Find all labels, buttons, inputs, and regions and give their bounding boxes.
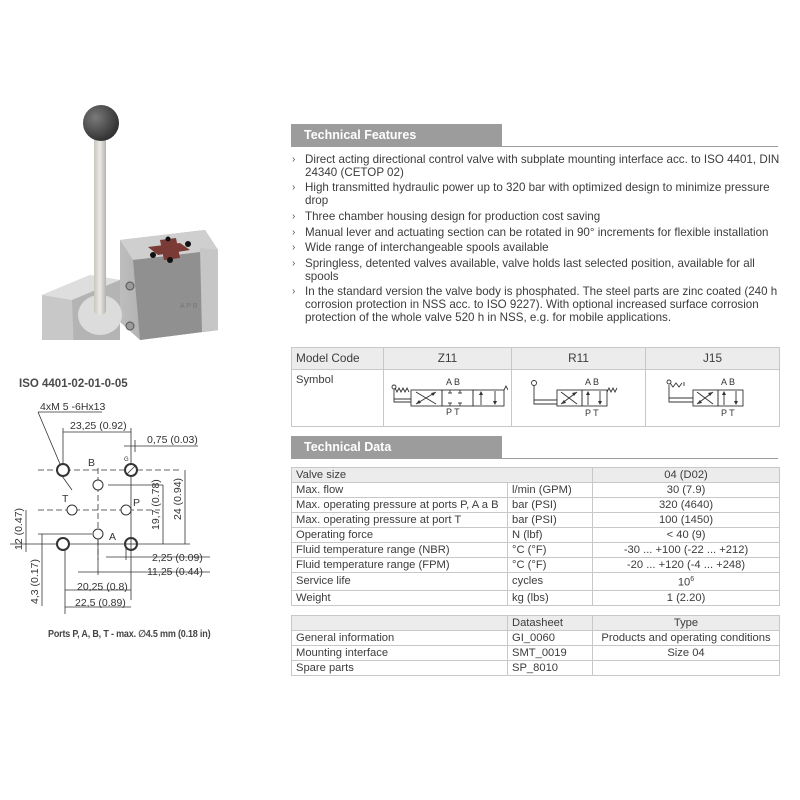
model-r11: R11 bbox=[512, 348, 646, 370]
features-list bbox=[291, 154, 781, 327]
table-header-row: Datasheet Type bbox=[292, 616, 780, 631]
chevron-right-icon: › bbox=[292, 226, 296, 238]
table-row: Fluid temperature range (FPM) °C (°F) -20 ... +120 (-4 ... +248) bbox=[292, 558, 780, 573]
dim-19-7: 19,7 (0.78) bbox=[150, 479, 162, 530]
feature-item: › Springless, detented valves available, valve holds last selected position, available for all spools bbox=[292, 257, 755, 283]
feature-item: › In the standard version the valve body is phosphated. The steel parts are zinc coated (240 h corrosion protection in NSS acc. to ISO 9227). With optional increased surface corrosion protection of the whole valve 520 h in NSS, e.g. for mobile applications. bbox=[292, 285, 778, 324]
port-a-label: A bbox=[109, 531, 117, 543]
dim-23-25: 23,25 (0.92) bbox=[70, 420, 127, 432]
technical-data-header bbox=[291, 436, 778, 459]
table-row: General information GI_0060 Products and operating conditions bbox=[292, 631, 780, 646]
chevron-right-icon: › bbox=[292, 286, 296, 298]
hydraulic-symbol-j15-icon bbox=[653, 370, 773, 420]
port-p-label: P bbox=[133, 497, 141, 509]
section-title: Technical Data bbox=[291, 436, 502, 458]
feature-item: › Direct acting directional control valve with subplate mounting interface acc. to ISO 4401, DIN 24340 (CETOP 02) bbox=[292, 153, 780, 179]
svg-text:A B: A B bbox=[720, 377, 735, 387]
svg-text:P T: P T bbox=[446, 407, 460, 417]
feature-item: › Manual lever and actuating section can be rotated in 90° increments for flexible installation bbox=[292, 225, 769, 239]
table-row: Max. flow l/min (GPM) 30 (7.9) bbox=[292, 483, 780, 498]
datasheet-table bbox=[291, 615, 780, 676]
port-b-label: B bbox=[88, 457, 96, 469]
model-code-label: Model Code bbox=[292, 348, 384, 370]
chevron-right-icon: › bbox=[292, 210, 296, 222]
table-row: Service life cycles $10^6$ bbox=[292, 573, 780, 591]
svg-text:A B: A B bbox=[584, 377, 599, 387]
dim-0-75: 0,75 (0.03) bbox=[147, 434, 198, 446]
svg-text:P T: P T bbox=[584, 408, 599, 418]
dim-24: 24 (0.94) bbox=[172, 477, 184, 520]
model-j15: J15 bbox=[646, 348, 780, 370]
product-image bbox=[30, 90, 250, 340]
ports-note: Ports P, A, B, T - max. ∅4.5 mm (0.18 in) bbox=[48, 629, 211, 640]
mounting-interface-drawing bbox=[0, 395, 270, 625]
feature-item: › High transmitted hydraulic power up to 320 bar with optimized design to minimize pressure drop bbox=[292, 181, 770, 207]
chevron-right-icon: › bbox=[292, 182, 296, 194]
model-code-table bbox=[291, 347, 780, 427]
table-row: Operating force N (lbf) < 40 (9) bbox=[292, 528, 780, 543]
technical-features-header bbox=[291, 124, 778, 147]
symbol-label: Symbol bbox=[292, 370, 384, 427]
dim-11-25: 11,25 (0.44) bbox=[147, 566, 203, 578]
chevron-right-icon: › bbox=[292, 258, 296, 270]
hydraulic-symbol-r11-icon bbox=[519, 370, 639, 420]
dim-22-5: 22,5 (0.89) bbox=[75, 597, 126, 609]
feature-item: › Wide range of interchangeable spools available bbox=[292, 241, 549, 255]
chevron-right-icon: › bbox=[292, 242, 296, 254]
technical-data-table bbox=[291, 467, 780, 606]
table-row: Max. operating pressure at ports P, A a B bar (PSI) 320 (4640) bbox=[292, 498, 780, 513]
chevron-right-icon: › bbox=[292, 154, 296, 165]
svg-text:A B: A B bbox=[446, 377, 461, 387]
symbol-z11 bbox=[384, 370, 512, 427]
table-row: Weight kg (lbs) 1 (2.20) bbox=[292, 590, 780, 605]
svg-text:P T: P T bbox=[720, 408, 735, 418]
table-row: Mounting interface SMT_0019 Size 04 bbox=[292, 646, 780, 661]
port-t-label: T bbox=[62, 493, 69, 505]
dim-2-25: 2,25 (0.09) bbox=[152, 552, 203, 564]
table-row: Valve size 04 (D02) bbox=[292, 468, 780, 483]
symbol-r11 bbox=[512, 370, 646, 427]
symbol-j15 bbox=[646, 370, 780, 427]
svg-text:A P B: A P B bbox=[180, 303, 198, 310]
table-row: Spare parts SP_8010 bbox=[292, 661, 780, 676]
section-title: Technical Features bbox=[291, 124, 502, 146]
table-row: Max. operating pressure at port T bar (PSI) 100 (1450) bbox=[292, 513, 780, 528]
drawing-title: ISO 4401-02-01-0-05 bbox=[19, 378, 128, 390]
dim-4-3: 4,3 (0.17) bbox=[29, 559, 41, 604]
thread-label: 4xM 5 -6Hx13 bbox=[40, 401, 106, 413]
feature-item: › Three chamber housing design for production cost saving bbox=[292, 209, 601, 223]
hydraulic-symbol-z11-icon bbox=[388, 370, 508, 420]
dim-20-25: 20,25 (0.8) bbox=[77, 581, 128, 593]
model-z11: Z11 bbox=[384, 348, 512, 370]
dim-12: 12 (0.47) bbox=[13, 507, 25, 550]
g-label: G bbox=[124, 457, 129, 463]
table-row: Fluid temperature range (NBR) °C (°F) -30 ... +100 (-22 ... +212) bbox=[292, 543, 780, 558]
